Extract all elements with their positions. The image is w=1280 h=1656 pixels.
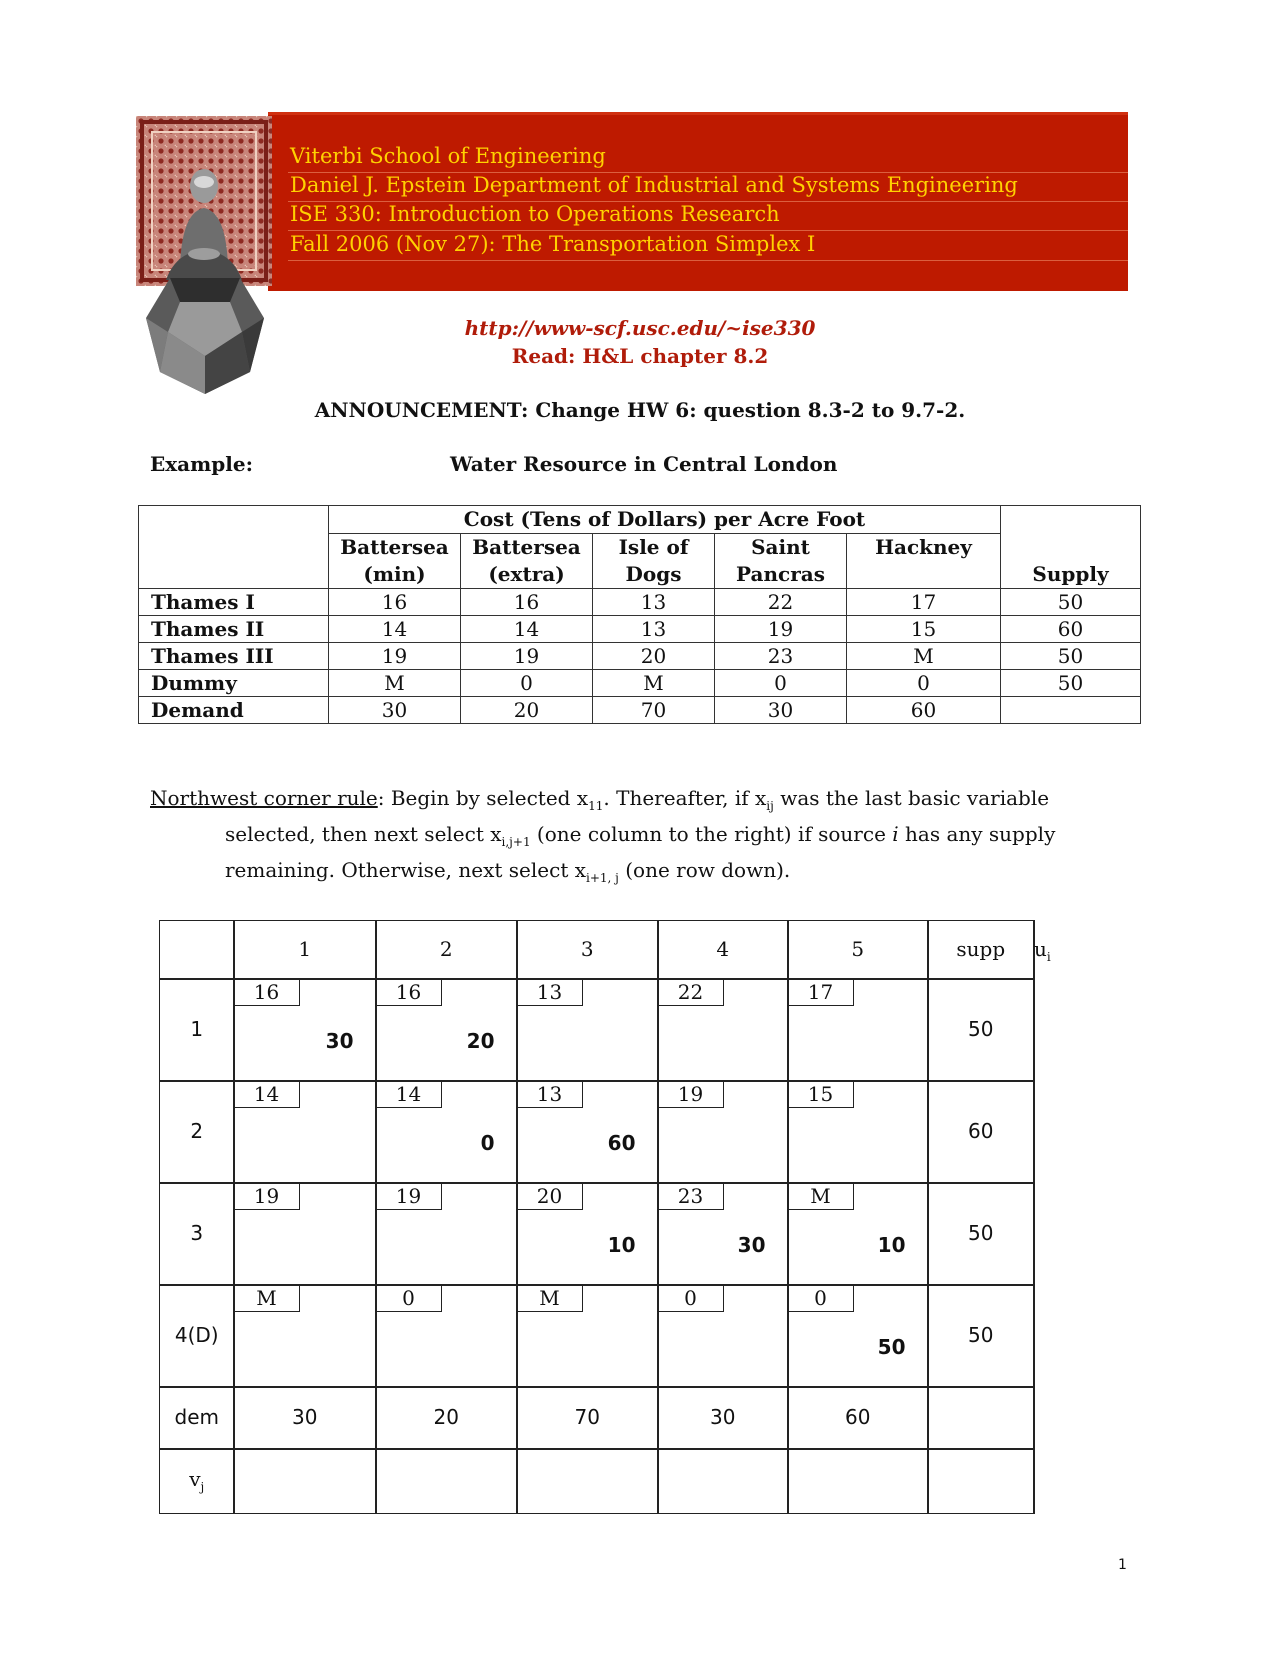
cost-cell: M [329,670,461,697]
nw-text: (one column to the right) if source [530,822,893,846]
allocation-value: 20 [466,1029,495,1053]
tableau-u-cell [1033,1080,1035,1184]
demand-value: 60 [845,1405,871,1429]
source-label: Thames II [139,616,329,643]
header-department: Daniel J. Epstein Department of Industrial and Systems Engineering [290,173,1018,197]
allocation-value: 30 [325,1029,354,1053]
tableau-supply-cell [927,1182,1035,1286]
tableau-v-label [159,1448,235,1514]
tableau-v-cell [927,1448,1035,1514]
unit-cost-box: 15 [788,1081,854,1108]
tapestry-figure-image [136,116,272,286]
header-school: Viterbi School of Engineering [290,144,606,168]
col-header-battersea-extra: Battersea (extra) [461,534,593,589]
header-lecture: Fall 2006 (Nov 27): The Transportation Simplex I [290,232,816,256]
unit-cost-box: 19 [376,1183,442,1210]
unit-cost-box: 14 [234,1081,300,1108]
tableau-cell [516,1284,659,1388]
course-url-link[interactable]: http://www-scf.usc.edu/~ise330 [464,316,816,340]
demand-cell: 30 [715,697,847,724]
tableau-cell [787,1284,929,1388]
u-subscript: i [1046,950,1051,964]
demand-cell: 20 [461,697,593,724]
announcement-text: : Change HW 6: question 8.3-2 to 9.7-2. [520,398,966,422]
supply-value: 60 [968,1119,994,1143]
dem-label: dem [174,1405,219,1429]
cost-cell: 19 [461,643,593,670]
tableau-cell [375,978,518,1082]
demand-cell: 30 [329,697,461,724]
tableau-col-header [375,920,518,980]
unit-cost-box: 0 [376,1285,442,1312]
supply-value: 50 [968,1323,994,1347]
cost-group-header: Cost (Tens of Dollars) per Acre Foot [329,506,1001,534]
cost-cell: 14 [461,616,593,643]
cost-row [139,670,1141,697]
unit-cost-box: 19 [658,1081,724,1108]
cost-cell: M [847,643,1001,670]
allocation-value: 30 [737,1233,766,1257]
col-number: 5 [851,937,865,961]
col-header-isle-of-dogs: Isle of Dogs [593,534,715,589]
tableau-cell [516,1182,659,1286]
tableau-cell [233,1284,377,1388]
demand-cell: 70 [593,697,715,724]
header-divider [288,230,1128,231]
tableau-v-cell [1033,1448,1035,1514]
tableau-demand-cell [516,1386,659,1450]
example-title: Water Resource in Central London [450,452,838,476]
unit-cost-box: 23 [658,1183,724,1210]
row-number: 4(D) [174,1323,219,1347]
tableau-row-label [159,1080,235,1184]
tableau-u-cell [1033,1284,1035,1388]
supply-cell: 50 [1001,643,1141,670]
cost-cell: 0 [461,670,593,697]
tableau-cell [657,1080,789,1184]
demand-value: 20 [433,1405,459,1429]
tableau-v-cell [233,1448,377,1514]
nw-text: . Thereafter, if x [603,786,767,810]
tableau-col-header [657,920,789,980]
tableau-demand-cell [233,1386,377,1450]
nw-text: selected, then next select x [225,822,502,846]
allocation-value: 10 [877,1233,906,1257]
tableau-row-label [159,978,235,1082]
page-number: 1 [1118,1557,1127,1573]
announcement [0,398,1280,422]
source-label: Thames I [139,589,329,616]
supply-value: 50 [968,1221,994,1245]
cost-cell: 0 [847,670,1001,697]
tableau-cell [375,1182,518,1286]
v-subscript: j [200,1480,205,1494]
unit-cost-box: M [788,1183,854,1210]
tableau-supply-cell [927,978,1035,1082]
tableau-dem-label [159,1386,235,1450]
tableau-supp-header [927,920,1035,980]
cost-cell: 22 [715,589,847,616]
tableau-col-header [233,920,377,980]
col-number: 3 [580,937,594,961]
cost-row [139,589,1141,616]
col-header-battersea-min: Battersea (min) [329,534,461,589]
demand-label: Demand [139,697,329,724]
tableau-empty-cell [927,1386,1035,1450]
allocation-value: 50 [877,1335,906,1359]
tableau-v-cell [657,1448,789,1514]
tableau-cell [787,978,929,1082]
allocation-value: 10 [607,1233,636,1257]
nw-rule-title: Northwest corner rule [150,786,378,810]
tableau-supply-cell [927,1284,1035,1388]
unit-cost-box: 14 [376,1081,442,1108]
unit-cost-box: 22 [658,979,724,1006]
tableau-demand-cell [787,1386,929,1450]
unit-cost-box: 13 [517,1081,583,1108]
nw-text: (one row down). [618,858,791,882]
tableau-cell [657,1182,789,1286]
demand-value: 30 [710,1405,736,1429]
v-label [160,1467,234,1494]
supply-cell: 50 [1001,670,1141,697]
cost-cell: 16 [461,589,593,616]
cost-cell: 19 [329,643,461,670]
tableau-cell [657,978,789,1082]
tableau-cell [657,1284,789,1388]
tableau-v-cell [516,1448,659,1514]
cost-row [139,616,1141,643]
allocation-value: 60 [607,1131,636,1155]
demand-value: 70 [574,1405,600,1429]
tableau-cell [233,978,377,1082]
nw-sub: 11 [588,799,604,813]
v-letter: v [189,1467,201,1491]
cost-cell: 13 [593,589,715,616]
tableau-demand-cell [375,1386,518,1450]
tableau-row-label [159,1182,235,1286]
nw-sub: ij [766,799,774,813]
tableau-cell [233,1080,377,1184]
cost-cell: 16 [329,589,461,616]
tableau-supply-cell [927,1080,1035,1184]
unit-cost-box: M [234,1285,300,1312]
unit-cost-box: 19 [234,1183,300,1210]
nw-sub: i+1, j [586,871,619,885]
nw-line-2 [150,820,1150,856]
tableau-u-header [1033,920,1051,980]
tableau-cell [375,1284,518,1388]
cost-cell: 13 [593,616,715,643]
unit-cost-box: M [517,1285,583,1312]
tableau-cell [233,1182,377,1286]
tableau-cell [516,978,659,1082]
unit-cost-box: 20 [517,1183,583,1210]
source-label: Thames III [139,643,329,670]
tableau-col-header [787,920,929,980]
cost-cell: 17 [847,589,1001,616]
cost-cell: 19 [715,616,847,643]
header-course: ISE 330: Introduction to Operations Research [290,202,780,226]
tableau-v-cell [787,1448,929,1514]
cost-cell: 14 [329,616,461,643]
unit-cost-box: 13 [517,979,583,1006]
tableau-cell [375,1080,518,1184]
col-number: 4 [716,937,730,961]
nw-italic: i [892,822,899,846]
tableau-demand-cell [657,1386,789,1450]
tableau-cell [787,1182,929,1286]
unit-cost-box: 17 [788,979,854,1006]
announcement-label: ANNOUNCEMENT [314,398,521,422]
nw-text: : Begin by selected x [377,786,589,810]
row-number: 1 [190,1017,204,1041]
col-header-saint-pancras: Saint Pancras [715,534,847,589]
unit-cost-box: 0 [788,1285,854,1312]
col-header-hackney: Hackney [847,534,1001,589]
demand-cell: 60 [847,697,1001,724]
cost-cell: 15 [847,616,1001,643]
cost-cell: 23 [715,643,847,670]
supp-label: supp [956,937,1006,961]
nw-line-3 [150,856,1150,892]
supply-cell: 50 [1001,589,1141,616]
cost-cell: M [593,670,715,697]
u-letter: u [1034,937,1047,961]
row-number: 3 [190,1221,204,1245]
col-number: 2 [439,937,453,961]
col-number: 1 [298,937,312,961]
tableau-empty-cell [1033,1386,1035,1450]
reading-assignment: Read: H&L chapter 8.2 [511,344,769,368]
cost-row [139,643,1141,670]
header-divider [288,260,1128,261]
tableau-u-cell [1033,978,1035,1082]
nw-text: has any supply [898,822,1056,846]
unit-cost-box: 16 [234,979,300,1006]
cost-table-corner [139,506,329,589]
cost-cell: 20 [593,643,715,670]
cost-cell: 0 [715,670,847,697]
demand-supply-empty [1001,697,1141,724]
nw-text: was the last basic variable [773,786,1050,810]
unit-cost-box: 16 [376,979,442,1006]
unit-cost-box: 0 [658,1285,724,1312]
source-label: Dummy [139,670,329,697]
nw-sub: i,j+1 [501,835,531,849]
row-number: 2 [190,1119,204,1143]
cost-table [138,505,1141,724]
tableau-cell [787,1080,929,1184]
nw-text: remaining. Otherwise, next select x [225,858,586,882]
northwest-corner-rule [150,784,1150,892]
supply-value: 50 [968,1017,994,1041]
tableau-v-cell [375,1448,518,1514]
supply-cell: 60 [1001,616,1141,643]
tableau-row-label [159,1284,235,1388]
example-label: Example: [150,452,253,476]
tableau-corner [159,920,235,980]
demand-value: 30 [292,1405,318,1429]
supply-header: Supply [1001,506,1141,589]
tableau-col-header [516,920,659,980]
allocation-value: 0 [480,1131,495,1155]
tableau-u-cell [1033,1182,1035,1286]
tableau-cell [516,1080,659,1184]
